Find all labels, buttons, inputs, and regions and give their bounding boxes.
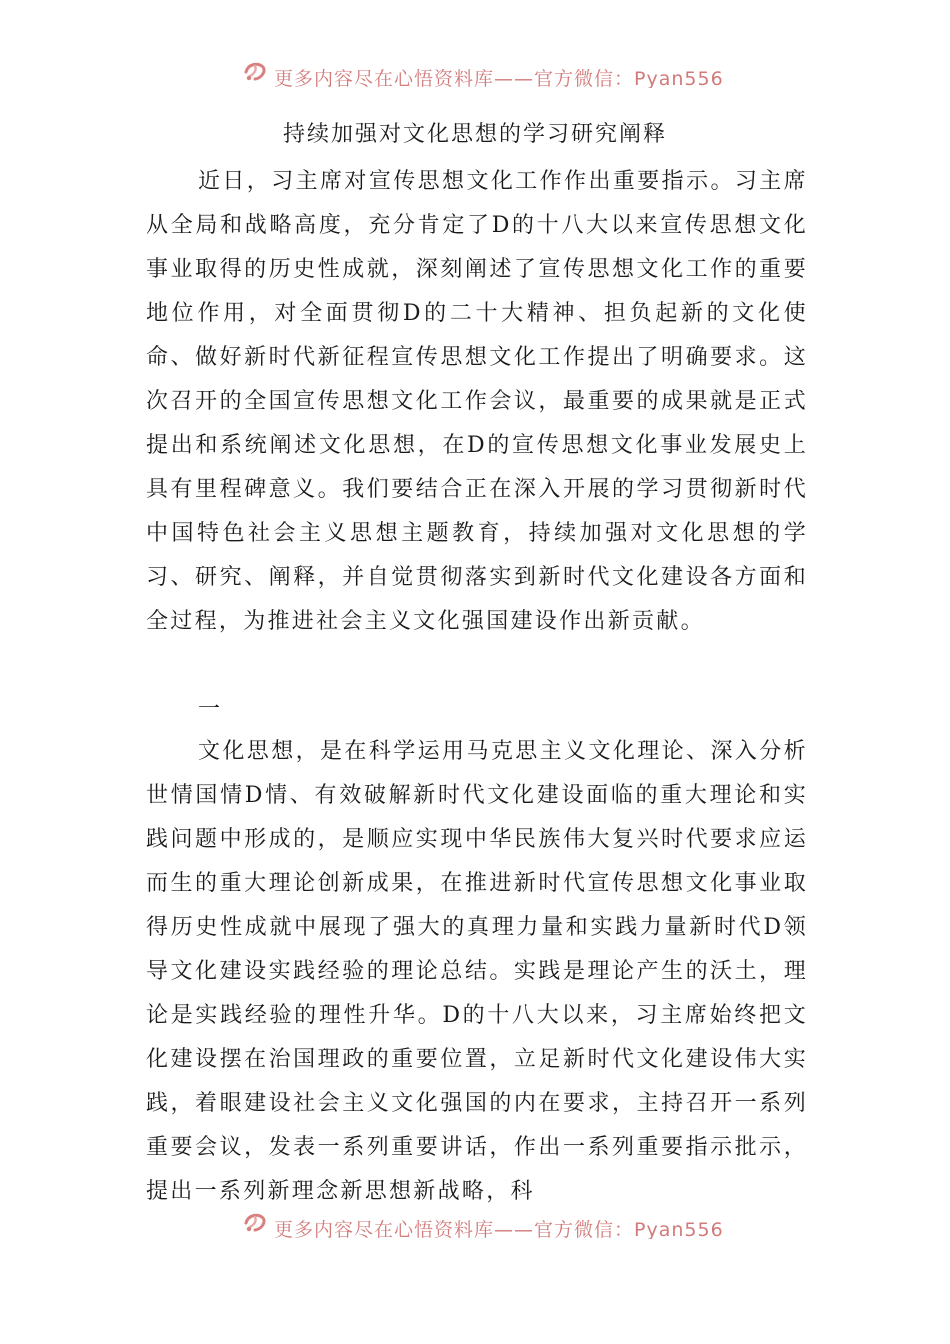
paragraph: 近日，习主席对宣传思想文化工作作出重要指示。习主席从全局和战略高度，充分肯定了D的十八大以来宣传思想文化事业取得的历史性成就，深刻阐述了宣传思想文化工作的重要地位作用，对全面贯彻D的二十大精神、担负起新的文化使命、做好新时代新征程宣传思想文化工作提出了明确要求。这次召开的全国宣传思想文化工作会议，最重要的成果就是正式提出和系统阐述文化思想，在D的宣传思想文化事业发展史上具有里程碑意义。我们要结合正在深入开展的学习贯彻新时代中国特色社会主义思想主题教育，持续加强对文化思想的学习、研究、阐释，并自觉贯彻落实到新时代文化建设各方面和全过程，为推进社会主义文化强国建设作出新贡献。 <box>146 169 808 634</box>
watermark-header <box>0 54 950 88</box>
paragraph: 文化思想，是在科学运用马克思主义文化理论、深入分析世情国情D情、有效破解新时代文化建设面临的重大理论和实践问题中形成的，是顺应实现中华民族伟大复兴时代要求应运而生的重大理论创新成果，在推进新时代宣传思想文化事业取得历史性成就中展现了强大的真理力量和实践力量新时代D领导文化建设实践经验的理论总结。实践是理论产生的沃土，理论是实践经验的理性升华。D的十八大以来，习主席始终把文化建设摆在治国理政的重要位置，立足新时代文化建设伟大实践，着眼建设社会主义文化强国的内在要求，主持召开一系列重要会议，发表一系列重要讲话，作出一系列重要指示批示，提出一系列新理念新思想新战略，科 <box>146 739 808 1204</box>
brand-logo-icon <box>242 58 268 84</box>
watermark-footer <box>0 1205 950 1239</box>
watermark-text: 更多内容尽在心悟资料库——官方微信：Pyan556 <box>274 1218 724 1239</box>
watermark-text: 更多内容尽在心悟资料库——官方微信：Pyan556 <box>274 67 724 88</box>
brand-logo-icon <box>242 1209 268 1235</box>
document-title: 持续加强对文化思想的学习研究阐释 <box>282 122 667 147</box>
section-number: 一 <box>198 697 223 722</box>
